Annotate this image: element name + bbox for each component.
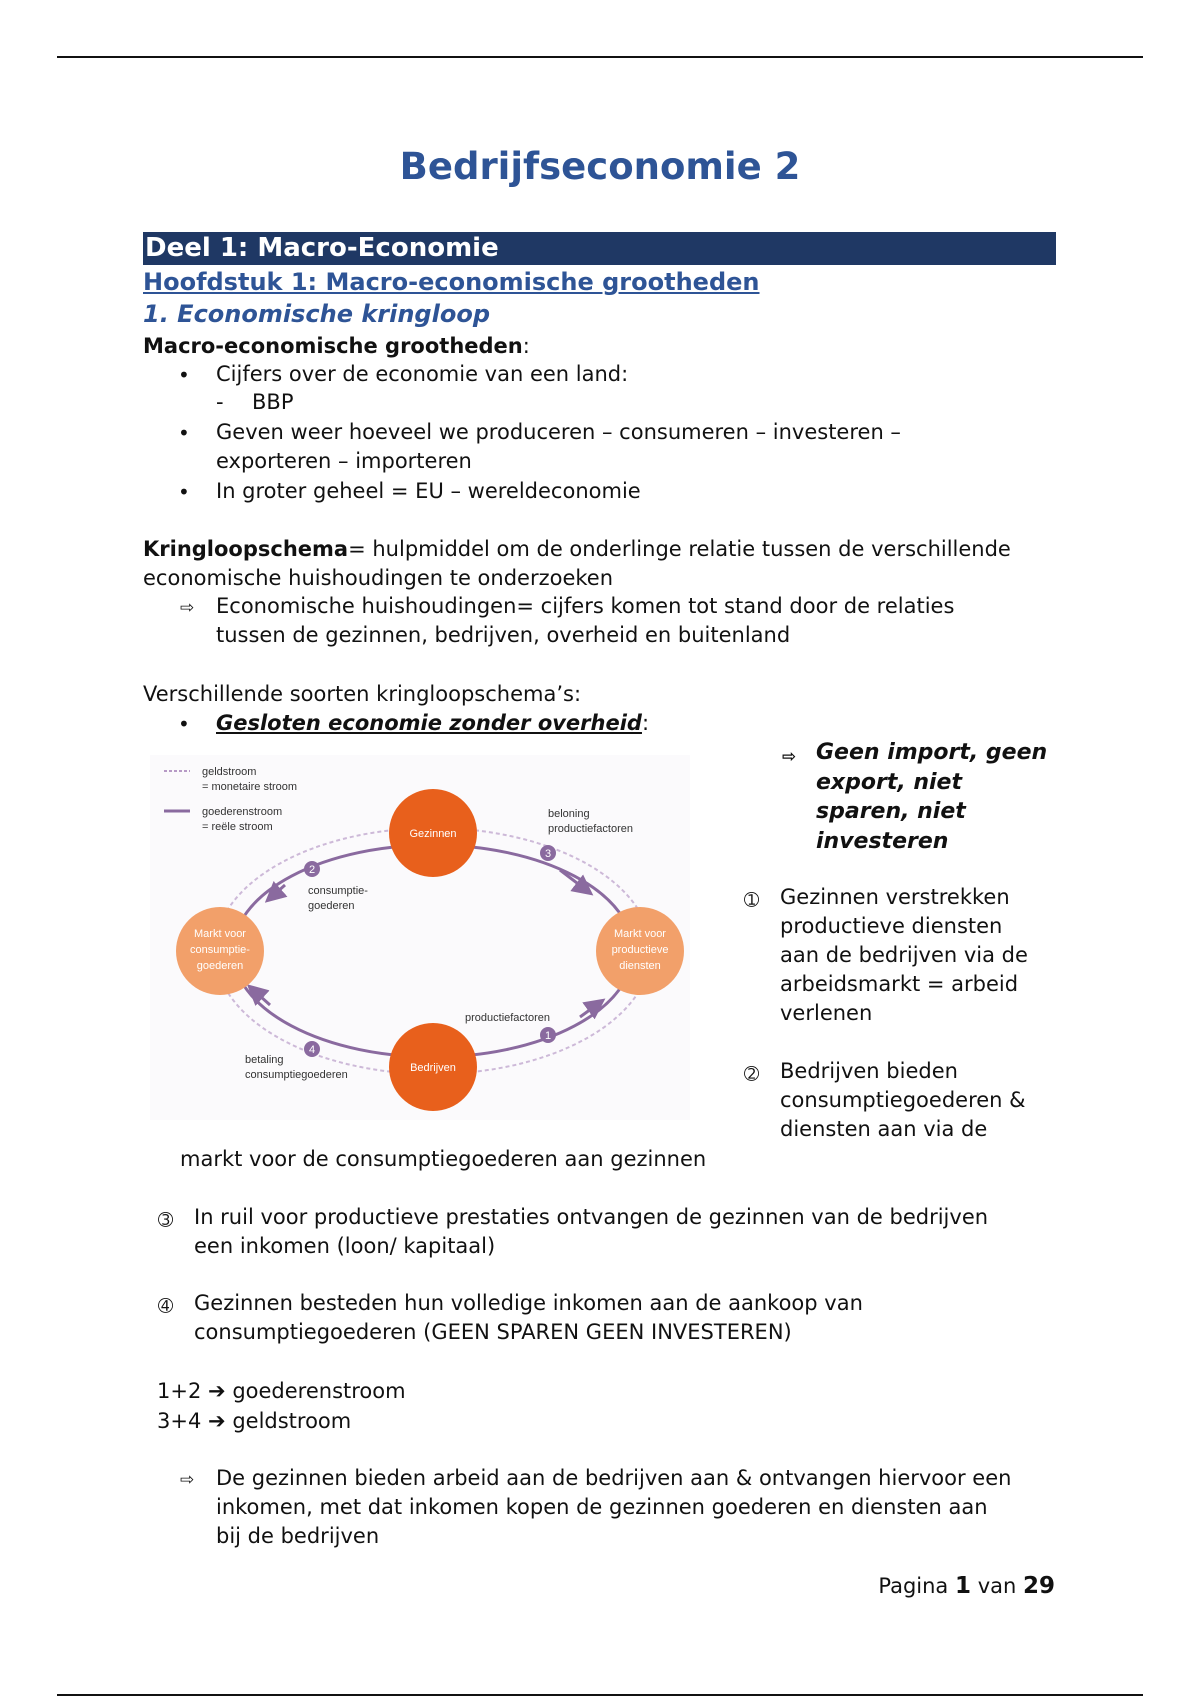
consumer-market-label-2: consumptie- bbox=[190, 944, 250, 956]
macro-bullet-1: Cijfers over de economie van een land: bbox=[216, 362, 629, 386]
footer-total-pages: 29 bbox=[1022, 1573, 1055, 1599]
circled-two-icon: ➁ bbox=[744, 1064, 760, 1085]
point1-line4: arbeidsmarkt = arbeid bbox=[780, 972, 1019, 996]
legend-money-label: geldstroom bbox=[202, 766, 257, 778]
summary-goods-nums: 1+2 bbox=[157, 1379, 202, 1403]
point1-line5: verlenen bbox=[780, 1001, 873, 1025]
macro-colon: : bbox=[522, 334, 530, 358]
summary-money-text: geldstroom bbox=[232, 1409, 352, 1433]
types-item-1-line bbox=[216, 709, 649, 738]
point2-line2: consumptiegoederen & bbox=[780, 1088, 1026, 1112]
bottom-rule bbox=[57, 1694, 1143, 1696]
consumer-market-label-3: goederen bbox=[196, 960, 244, 972]
bullet-icon: • bbox=[178, 421, 190, 445]
bullet-icon: • bbox=[178, 712, 190, 736]
point1-line3: aan de bedrijven via de bbox=[780, 943, 1028, 967]
conclusion-line3: bij de bedrijven bbox=[216, 1524, 380, 1548]
marker-2-label: 2 bbox=[308, 864, 316, 876]
point4-line1: Gezinnen besteden hun volledige inkomen aan de aankoop van bbox=[194, 1291, 863, 1315]
kringloop-definition-line2: economische huishoudingen te onderzoeken bbox=[143, 566, 614, 590]
point2-continuation: markt voor de consumptiegoederen aan gezinnen bbox=[180, 1147, 707, 1171]
marker-3-label: 3 bbox=[544, 848, 552, 860]
footer-middle: van bbox=[977, 1574, 1017, 1598]
services-market-label-1: Markt voor bbox=[614, 928, 666, 940]
hollow-arrow-icon: ⇨ bbox=[782, 747, 797, 767]
kringloop-def-1: = hulpmiddel om de onderlinge relatie tussen de verschillende bbox=[348, 537, 1011, 561]
note-line-1: Geen import, geen bbox=[816, 740, 1048, 765]
circular-flow-diagram bbox=[150, 755, 690, 1120]
section-heading: 1. Economische kringloop bbox=[143, 300, 490, 328]
page-footer bbox=[878, 1572, 1055, 1601]
macro-bullet-3: In groter geheel = EU – wereldeconomie bbox=[216, 479, 641, 503]
services-market-label-3: diensten bbox=[619, 960, 661, 972]
flow-label-goods-1: consumptie- bbox=[308, 885, 368, 897]
legend-goods-sub: = reële stroom bbox=[202, 821, 273, 833]
note-line-4: investeren bbox=[816, 829, 949, 854]
flow-label-factors: productiefactoren bbox=[465, 1012, 550, 1024]
firms-label: Bedrijven bbox=[410, 1062, 456, 1074]
macro-term-line bbox=[143, 332, 530, 361]
macro-sub-item: BBP bbox=[252, 390, 294, 414]
point3-line1: In ruil voor productieve prestaties ontvangen de gezinnen van de bedrijven bbox=[194, 1205, 989, 1229]
document-title: Bedrijfseconomie 2 bbox=[399, 145, 801, 188]
flow-label-payment-2: consumptiegoederen bbox=[245, 1069, 348, 1081]
top-rule bbox=[57, 56, 1143, 58]
circular-flow-svg bbox=[150, 755, 690, 1120]
bullet-icon: • bbox=[178, 363, 190, 387]
point4-line2: consumptiegoederen (GEEN SPAREN GEEN INVESTEREN) bbox=[194, 1320, 792, 1344]
kringloop-arrow-line1: Economische huishoudingen= cijfers komen tot stand door de relaties bbox=[216, 594, 955, 618]
macro-bullet-2-line2: exporteren – importeren bbox=[216, 449, 472, 473]
conclusion-line2: inkomen, met dat inkomen kopen de gezinnen goederen en diensten aan bbox=[216, 1495, 988, 1519]
footer-page-number: 1 bbox=[954, 1573, 971, 1599]
flow-label-reward-2: productiefactoren bbox=[548, 823, 633, 835]
flow-label-payment-1: betaling bbox=[245, 1054, 284, 1066]
summary-money-nums: 3+4 bbox=[157, 1409, 202, 1433]
hollow-arrow-icon: ⇨ bbox=[180, 598, 195, 618]
kringloop-arrow-line2: tussen de gezinnen, bedrijven, overheid en buitenland bbox=[216, 623, 791, 647]
point3-line2: een inkomen (loon/ kapitaal) bbox=[194, 1234, 496, 1258]
chapter-heading: Hoofdstuk 1: Macro-economische grootheden bbox=[143, 268, 760, 296]
circled-three-icon: ➂ bbox=[158, 1210, 174, 1231]
hollow-arrow-icon: ⇨ bbox=[180, 1470, 195, 1490]
flow-label-reward-1: beloning bbox=[548, 808, 590, 820]
summary-goods-text: goederenstroom bbox=[232, 1379, 406, 1403]
bold-arrow-icon: ➔ bbox=[208, 1379, 226, 1403]
services-market-label-2: productieve bbox=[611, 944, 669, 956]
types-item-1: Gesloten economie zonder overheid bbox=[216, 711, 642, 735]
kringloop-definition-line1 bbox=[143, 535, 1011, 564]
legend-goods-label: goederenstroom bbox=[202, 806, 283, 818]
note-line-3: sparen, niet bbox=[816, 799, 966, 824]
marker-1-label: 1 bbox=[544, 1030, 552, 1042]
legend-money-sub: = monetaire stroom bbox=[202, 781, 298, 793]
conclusion-line1: De gezinnen bieden arbeid aan de bedrijven aan & ontvangen hiervoor een bbox=[216, 1466, 1012, 1490]
note-line-2: export, niet bbox=[816, 770, 962, 795]
circled-four-icon: ➃ bbox=[158, 1296, 174, 1317]
macro-bullet-2-line1: Geven weer hoeveel we produceren – consumeren – investeren – bbox=[216, 420, 901, 444]
marker-4-label: 4 bbox=[308, 1044, 316, 1056]
summary-goods-line bbox=[157, 1377, 406, 1406]
kringloop-term: Kringloopschema bbox=[143, 537, 349, 561]
bold-arrow-icon: ➔ bbox=[208, 1409, 226, 1433]
consumer-market-label-1: Markt voor bbox=[194, 928, 246, 940]
bullet-icon: • bbox=[178, 480, 190, 504]
point1-line1: Gezinnen verstrekken bbox=[780, 885, 1010, 909]
households-label: Gezinnen bbox=[409, 828, 457, 840]
point1-line2: productieve diensten bbox=[780, 914, 1003, 938]
point2-line3: diensten aan via de bbox=[780, 1117, 988, 1141]
types-intro: Verschillende soorten kringloopschema’s: bbox=[143, 682, 582, 706]
point2-line1: Bedrijven bieden bbox=[780, 1059, 958, 1083]
dash-icon: - bbox=[216, 390, 224, 414]
types-item-1-colon: : bbox=[641, 711, 650, 735]
flow-label-goods-2: goederen bbox=[308, 900, 355, 912]
macro-term: Macro-economische grootheden bbox=[143, 334, 523, 358]
part-heading: Deel 1: Macro-Economie bbox=[143, 232, 1056, 265]
summary-money-line bbox=[157, 1407, 351, 1436]
circled-one-icon: ➀ bbox=[744, 890, 760, 911]
footer-prefix: Pagina bbox=[878, 1574, 949, 1598]
